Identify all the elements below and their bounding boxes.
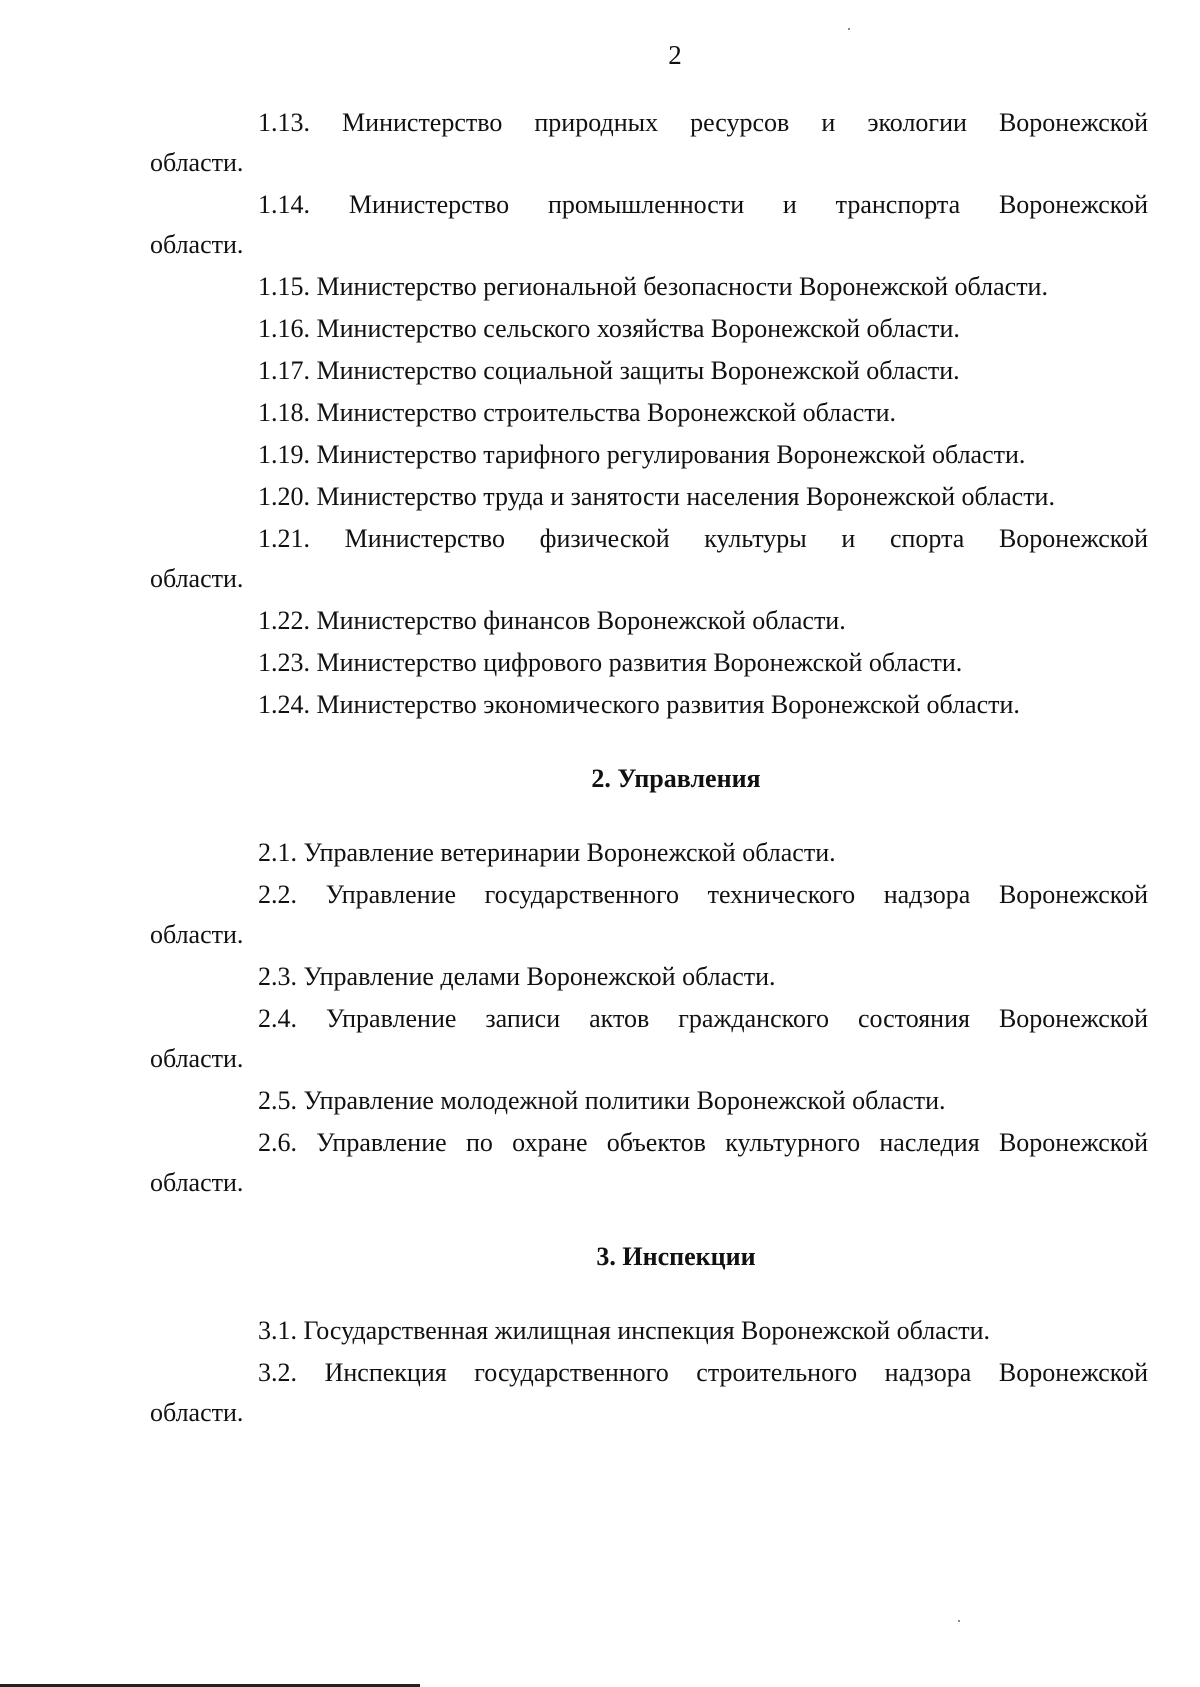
list-item (204, 351, 1148, 391)
item-continuation: области. (150, 1044, 244, 1073)
list-item (204, 1311, 1148, 1351)
item-number: 2.4. (258, 1004, 297, 1033)
item-text: Инспекция государственного строительного надзора Воронежской (324, 1358, 1148, 1387)
section-heading-inspections: 3. Инспекции (596, 1242, 756, 1271)
item-text: Государственная жилищная инспекция Воронежской области. (303, 1316, 991, 1345)
item-text: Министерство строительства Воронежской области. (316, 398, 897, 427)
section-departments-list (150, 833, 1149, 1203)
item-text: Министерство природных ресурсов и экологии Воронежской (342, 108, 1149, 137)
item-text: Управление делами Воронежской области. (303, 962, 776, 991)
list-item (204, 1081, 1148, 1121)
item-text: Управление молодежной политики Воронежской области. (303, 1086, 946, 1115)
item-number: 1.17. (258, 356, 310, 385)
list-item (204, 309, 1148, 349)
item-text: Министерство сельского хозяйства Воронежской области. (316, 314, 960, 343)
item-number: 2.5. (258, 1086, 297, 1115)
item-number: 1.15. (258, 272, 310, 301)
scan-speck (848, 28, 850, 30)
item-first-line (204, 1353, 1148, 1393)
list-item (204, 477, 1148, 517)
item-text: Министерство экономического развития Воронежской области. (316, 690, 1020, 719)
item-text: Министерство физической культуры и спорта Воронежской (344, 524, 1149, 553)
list-item (150, 1353, 1148, 1433)
item-first-line (204, 103, 1148, 143)
scan-speck (958, 1620, 960, 1622)
item-number: 2.1. (258, 838, 297, 867)
list-item (150, 1123, 1148, 1203)
item-continuation: области. (150, 1398, 244, 1427)
item-number: 1.14. (258, 190, 310, 219)
item-text: Управление государственного технического надзора Воронежской (325, 880, 1148, 909)
list-item (204, 435, 1148, 475)
section-heading-departments: 2. Управления (591, 764, 761, 793)
item-continuation: области. (150, 230, 244, 259)
section-inspections-list (150, 1311, 1148, 1433)
item-number: 1.20. (258, 482, 310, 511)
item-text: Министерство социальной защиты Воронежской области. (316, 356, 960, 385)
item-number: 2.3. (258, 962, 297, 991)
list-item (150, 999, 1149, 1079)
item-first-line (204, 185, 1148, 225)
item-text: Управление записи актов гражданского состояния Воронежской (326, 1004, 1149, 1033)
item-number: 1.22. (258, 606, 310, 635)
item-text: Министерство цифрового развития Воронежской области. (316, 648, 963, 677)
page-number: 2 (668, 40, 682, 70)
item-number: 1.21. (258, 524, 310, 553)
list-item (150, 875, 1148, 955)
item-number: 2.6. (258, 1128, 297, 1157)
item-number: 1.16. (258, 314, 310, 343)
item-number: 3.2. (258, 1358, 297, 1387)
list-item (204, 833, 1148, 873)
item-number: 3.1. (258, 1316, 297, 1345)
item-text: Министерство региональной безопасности Воронежской области. (316, 272, 1048, 301)
item-text: Министерство труда и занятости населения Воронежской области. (316, 482, 1055, 511)
item-text: Министерство финансов Воронежской области. (316, 606, 846, 635)
list-item (204, 601, 1148, 641)
list-item (150, 103, 1149, 183)
list-item (204, 685, 1148, 725)
item-text: Министерство тарифного регулирования Воронежской области. (316, 440, 1026, 469)
item-number: 1.13. (258, 108, 310, 137)
item-continuation: области. (150, 1168, 244, 1197)
item-continuation: области. (150, 564, 244, 593)
item-number: 1.18. (258, 398, 310, 427)
list-item (204, 393, 1148, 433)
list-item (150, 519, 1149, 599)
item-continuation: области. (150, 920, 244, 949)
item-continuation: области. (150, 148, 244, 177)
item-first-line (204, 519, 1148, 559)
item-text: Управление по охране объектов культурного наследия Воронежской (316, 1128, 1148, 1157)
item-text: Министерство промышленности и транспорта Воронежской (348, 190, 1149, 219)
item-number: 1.24. (258, 690, 310, 719)
item-number: 2.2. (258, 880, 297, 909)
item-text: Управление ветеринарии Воронежской области. (303, 838, 836, 867)
section-ministries-list (150, 103, 1149, 725)
document-body (150, 103, 1149, 1435)
item-first-line (204, 875, 1148, 915)
list-item (204, 957, 1148, 997)
item-number: 1.23. (258, 648, 310, 677)
list-item (204, 643, 1148, 683)
list-item (150, 185, 1149, 265)
item-first-line (204, 1123, 1148, 1163)
item-first-line (204, 999, 1148, 1039)
list-item (204, 267, 1148, 307)
item-number: 1.19. (258, 440, 310, 469)
